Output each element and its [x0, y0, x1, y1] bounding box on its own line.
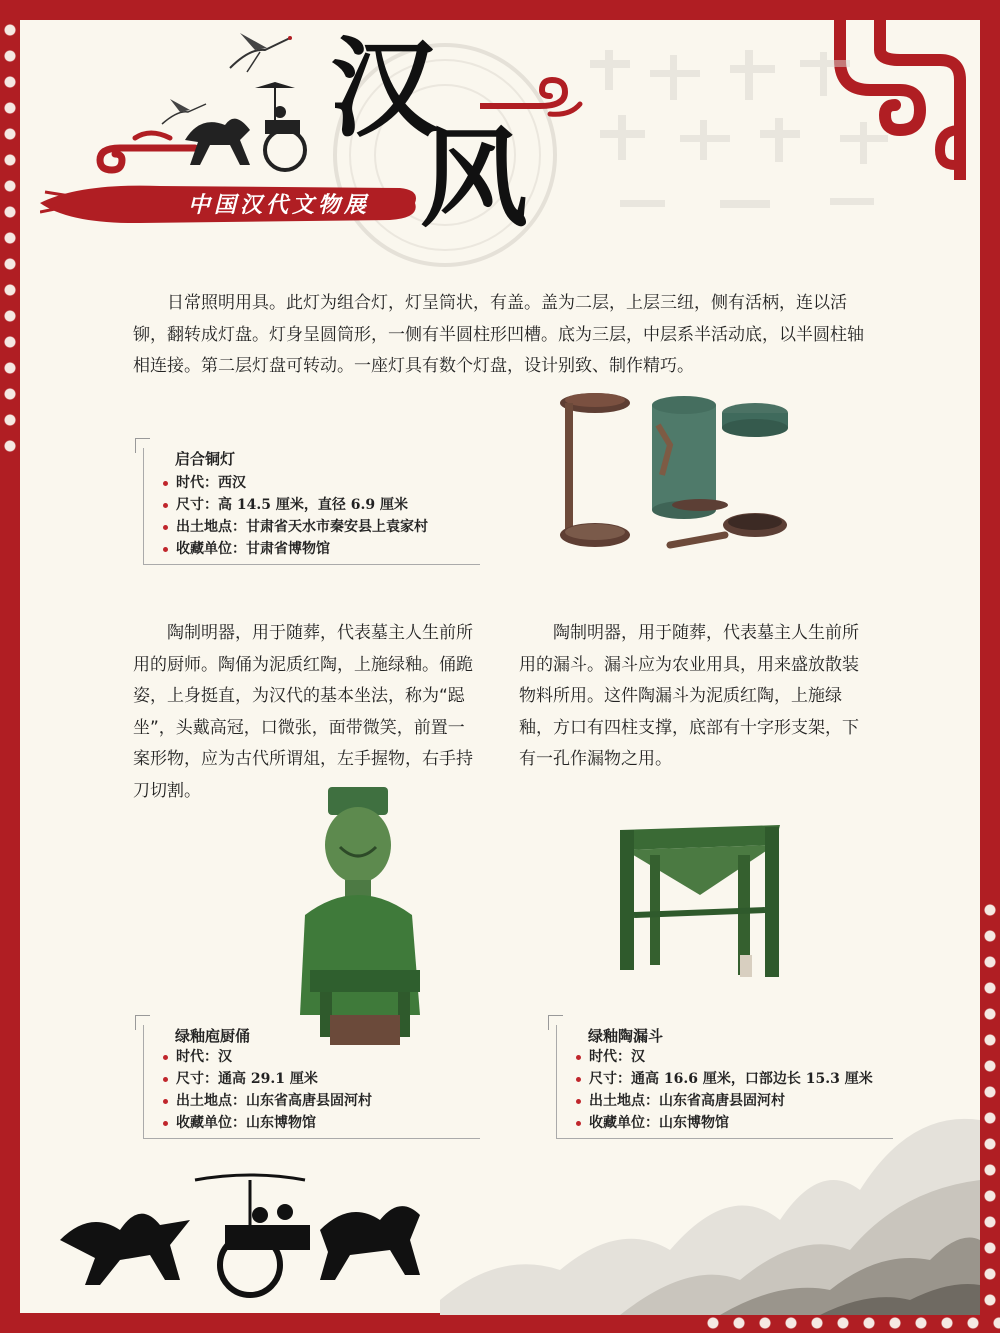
cook-info-card — [135, 1015, 480, 1138]
bullet-icon — [163, 1055, 168, 1060]
bullet-icon — [576, 1077, 581, 1082]
title-feng: 风 — [420, 116, 529, 242]
info-row-collection: 收藏单位：甘肃省博物馆 — [163, 538, 330, 558]
frame-pattern-right — [980, 900, 1000, 1310]
glazed-funnel-photo — [610, 815, 790, 985]
info-row-era: 时代：汉 — [576, 1046, 645, 1066]
lamp-info-card — [135, 438, 480, 564]
chariot-silhouette-icon — [50, 1170, 430, 1300]
info-row-collection: 收藏单位：山东博物馆 — [163, 1112, 316, 1132]
lamp-description: 日常照明用具。此灯为组合灯，灯呈筒状，有盖。盖为二层，上层三纽，侧有活柄，连以活铆，翻转成灯盘。灯身呈圆筒形，一侧有半圆柱形凹槽。底为三层，中层系半活动底，以半圆柱轴相连接。第二层灯盘可转动。一座灯具有数个灯盘，设计别致、制作精巧。 — [133, 293, 864, 376]
frame-top-border — [0, 0, 1000, 20]
artifact-name: 启合铜灯 — [175, 450, 236, 468]
bullet-icon — [163, 1077, 168, 1082]
crane-icon — [225, 28, 295, 76]
info-row-size: 尺寸：通高 29.1 厘米 — [163, 1068, 318, 1088]
bronze-lamp-photo — [550, 385, 800, 565]
info-row-size: 尺寸：高 14.5 厘米，直径 6.9 厘米 — [163, 494, 408, 514]
artifact-name: 绿釉陶漏斗 — [588, 1027, 664, 1045]
info-row-era: 时代：西汉 — [163, 472, 246, 492]
info-row-era: 时代：汉 — [163, 1046, 232, 1066]
bullet-icon — [163, 547, 168, 552]
frame-pattern-bottom — [700, 1313, 1000, 1333]
cook-description: 陶制明器，用于随葬，代表墓主人生前所用的厨师。陶俑为泥质红陶，上施绿釉。俑跪姿，上身挺直，为汉代的基本坐法，称为“跽坐”，头戴高冠，口微张，面带微笑，前置一案形物，应为古代所谓俎，左手握物，右手持刀切割。 — [133, 623, 473, 801]
info-row-size: 尺寸：通高 16.6 厘米，口部边长 15.3 厘米 — [576, 1068, 873, 1088]
bullet-icon — [576, 1055, 581, 1060]
bullet-icon — [163, 1121, 168, 1126]
title-han: 汉 — [330, 26, 439, 152]
chariot-icon — [180, 80, 320, 175]
mountain-ink-icon — [440, 1100, 980, 1315]
info-row-site: 出土地点：甘肃省天水市秦安县上袁家村 — [163, 516, 428, 536]
artifact-name: 绿釉庖厨俑 — [175, 1027, 251, 1045]
info-row-site: 出土地点：山东省高唐县固河村 — [576, 1090, 785, 1110]
bullet-icon — [163, 503, 168, 508]
frame-pattern-left — [0, 20, 20, 460]
funnel-description: 陶制明器，用于随葬，代表墓主人生前所用的漏斗。漏斗应为农业用具，用来盛放散装物料所用。这件陶漏斗为泥质红陶，上施绿釉，方口有四柱支撑，底部有十字形支架，下有一孔作漏物之用。 — [519, 623, 859, 769]
bullet-icon — [163, 525, 168, 530]
info-row-collection: 收藏单位：山东博物馆 — [576, 1112, 729, 1132]
calligraphy-background-icon — [580, 40, 960, 240]
info-row-site: 出土地点：山东省高唐县固河村 — [163, 1090, 372, 1110]
exhibition-subtitle: 中国汉代文物展 — [188, 192, 371, 218]
bullet-icon — [163, 481, 168, 486]
bullet-icon — [163, 1099, 168, 1104]
